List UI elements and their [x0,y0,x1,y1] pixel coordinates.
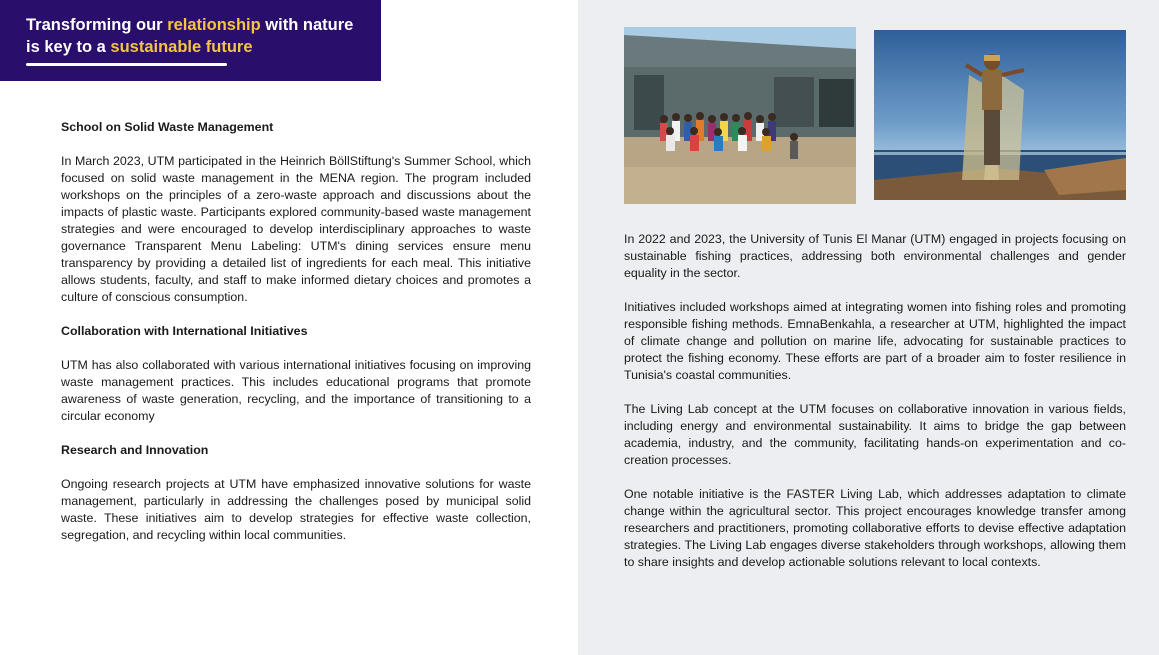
section-heading: School on Solid Waste Management [61,120,274,134]
group-photo [624,27,856,204]
paragraph: One notable initiative is the FASTER Living Lab, which addresses adaptation to climate change within the agricultural sector. This project encourages knowledge transfer among researchers and practitioners, promoting collaborative efforts to devise effective adaptation strategies. The Living Lab engages diverse stakeholders through workshops, allowing them to share insights and develop actionable solutions relevant to local contexts. [624,487,1126,569]
paragraph: Initiatives included workshops aimed at integrating women into fishing roles and promoting responsible fishing methods. EmnaBenkahla, a researcher at UTM, highlighted the impact of climate change and pollution on marine life, advocating for sustainable practices to protect the fishing economy. These efforts are part of a broader aim to foster resilience in Tunisia's coastal communities. [624,300,1126,382]
section-body: UTM has also collaborated with various international initiatives focusing on improving waste management practices. This includes educational programs that promote awareness of waste generation, recycling, and the importance of transitioning to a circular economy [61,358,531,423]
section-heading: Research and Innovation [61,443,209,457]
header-banner [0,0,381,81]
fisherman-photo [874,30,1126,200]
header-highlight: sustainable future [110,38,253,56]
section-body: In March 2023, UTM participated in the Heinrich BöllStiftung's Summer School, which focused on solid waste management in the MENA region. The program included workshops on the principles of a zero-waste approach and discussions about the impacts of plastic waste. Participants explored community-based waste management strategies and were encouraged to develop interdisciplinary approaches to waste governance Transparent Menu Labeling: UTM's dining services ensure menu transparency by providing a detailed list of ingredients for each meal. This initiative allows students, faculty, and staff to make informed dietary choices and promotes a culture of conscious consumption. [61,154,531,304]
header-underline [26,63,227,66]
right-column [624,231,1126,588]
header-highlight: relationship [167,16,261,34]
left-column [61,119,531,561]
section-body: Ongoing research projects at UTM have emphasized innovative solutions for waste management, particularly in addressing the challenges posed by municipal solid waste. These initiatives aim to develop strategies for effective waste collection, segregation, and recycling within local communities. [61,477,531,542]
header-title-line-1 [26,14,381,36]
header-text: is key to a [26,38,111,56]
paragraph: The Living Lab concept at the UTM focuses on collaborative innovation in various fields, including energy and environmental sustainability. It aims to bridge the gap between academia, industry, and the community, facilitating hands-on experimentation and co-creation processes. [624,402,1126,467]
paragraph: In 2022 and 2023, the University of Tunis El Manar (UTM) engaged in projects focusing on sustainable fishing practices, addressing both environmental challenges and gender equality in the sector. [624,232,1126,280]
section-heading: Collaboration with International Initiatives [61,324,308,338]
header-text: Transforming our [26,16,168,34]
header-title-line-2 [26,36,381,58]
header-text: with nature [260,16,354,34]
